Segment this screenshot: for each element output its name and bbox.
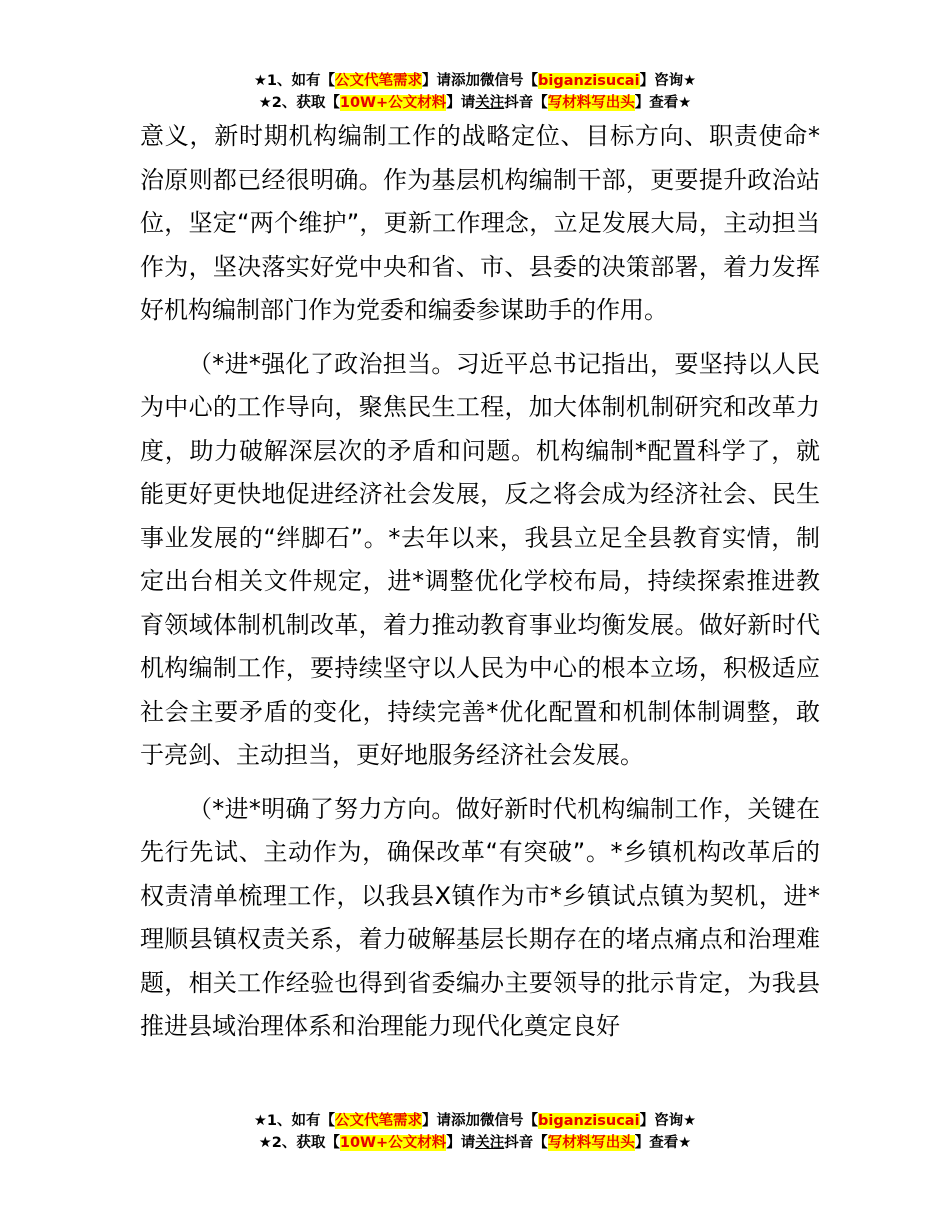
banner-text: 】查看★ bbox=[634, 1135, 692, 1151]
document-body bbox=[140, 115, 820, 1049]
banner-line-2 bbox=[0, 92, 950, 114]
banner-text: 抖音【 bbox=[504, 1135, 548, 1151]
banner-text: 抖音【 bbox=[504, 95, 548, 111]
banner-highlight: 10W+公文材料 bbox=[339, 1135, 447, 1151]
paragraph-3: （*进*明确了努力方向。做好新时代机构编制工作，关键在先行先试、主动作为，确保改革“有突破”。*乡镇机构改革后的权责清单梳理工作，以我县X镇作为市*乡镇试点镇为契机，进*理顺县镇权责关系，着力破解基层长期存在的堵点痛点和治理难题，相关工作经验也得到省委编办主要领导的批示肯定，为我县推进县域治理体系和治理能力现代化奠定良好 bbox=[140, 794, 820, 1040]
banner-highlight: 公文代笔需求 bbox=[335, 1113, 423, 1129]
header-banner bbox=[0, 70, 950, 114]
banner-underlined: 关注 bbox=[475, 1135, 505, 1151]
banner-highlight-douyin: 写材料写出头 bbox=[547, 1135, 635, 1151]
paragraph-2: （*进*强化了政治担当。习近平总书记指出，要坚持以人民为中心的工作导向，聚焦民生工程，加大体制机制研究和改革力度，助力破解深层次的矛盾和问题。机构编制*配置科学了，就能更好更快地促进经济社会发展，反之将会成为经济社会、民生事业发展的“绊脚石”。*去年以来，我县立足全县教育实情，制定出台相关文件规定，进*调整优化学校布局，持续探索推进教育领域体制机制改革，着力推动教育事业均衡发展。做好新时代机构编制工作，要持续坚守以人民为中心的根本立场，积极适应社会主要矛盾的变化，持续完善*优化配置和机制体制调整，敢于亮剑、主动担当，更好地服务经济社会发展。 bbox=[140, 349, 820, 769]
banner-text: 】请 bbox=[446, 95, 476, 111]
banner-text: ★1、如有【 bbox=[253, 1113, 336, 1129]
banner-text: 】请添加微信号【 bbox=[422, 73, 539, 89]
banner-highlight: 公文代笔需求 bbox=[335, 73, 423, 89]
banner-line-1 bbox=[0, 1110, 950, 1132]
banner-text: 】查看★ bbox=[634, 95, 692, 111]
banner-highlight-douyin: 写材料写出头 bbox=[547, 95, 635, 111]
banner-text: ★2、获取【 bbox=[258, 95, 340, 111]
banner-highlight-wechat: biganzisucai bbox=[538, 1113, 640, 1129]
paragraph-1: 意义，新时期机构编制工作的战略定位、目标方向、职责使命*治原则都已经很明确。作为基层机构编制干部，更要提升政治站位，坚定“两个维护”，更新工作理念，立足发展大局，主动担当作为，坚决落实好党中央和省、市、县委的决策部署，着力发挥好机构编制部门作为党委和编委参谋助手的作用。 bbox=[140, 122, 820, 324]
banner-text: ★2、获取【 bbox=[258, 1135, 340, 1151]
banner-line-2 bbox=[0, 1132, 950, 1154]
footer-banner bbox=[0, 1110, 950, 1154]
banner-highlight-wechat: biganzisucai bbox=[538, 73, 640, 89]
banner-highlight: 10W+公文材料 bbox=[339, 95, 447, 111]
banner-text: 】咨询★ bbox=[639, 1113, 697, 1129]
banner-text: 】请 bbox=[446, 1135, 476, 1151]
banner-text: ★1、如有【 bbox=[253, 73, 336, 89]
banner-text: 】请添加微信号【 bbox=[422, 1113, 539, 1129]
banner-text: 】咨询★ bbox=[639, 73, 697, 89]
banner-underlined: 关注 bbox=[475, 95, 505, 111]
banner-line-1 bbox=[0, 70, 950, 92]
